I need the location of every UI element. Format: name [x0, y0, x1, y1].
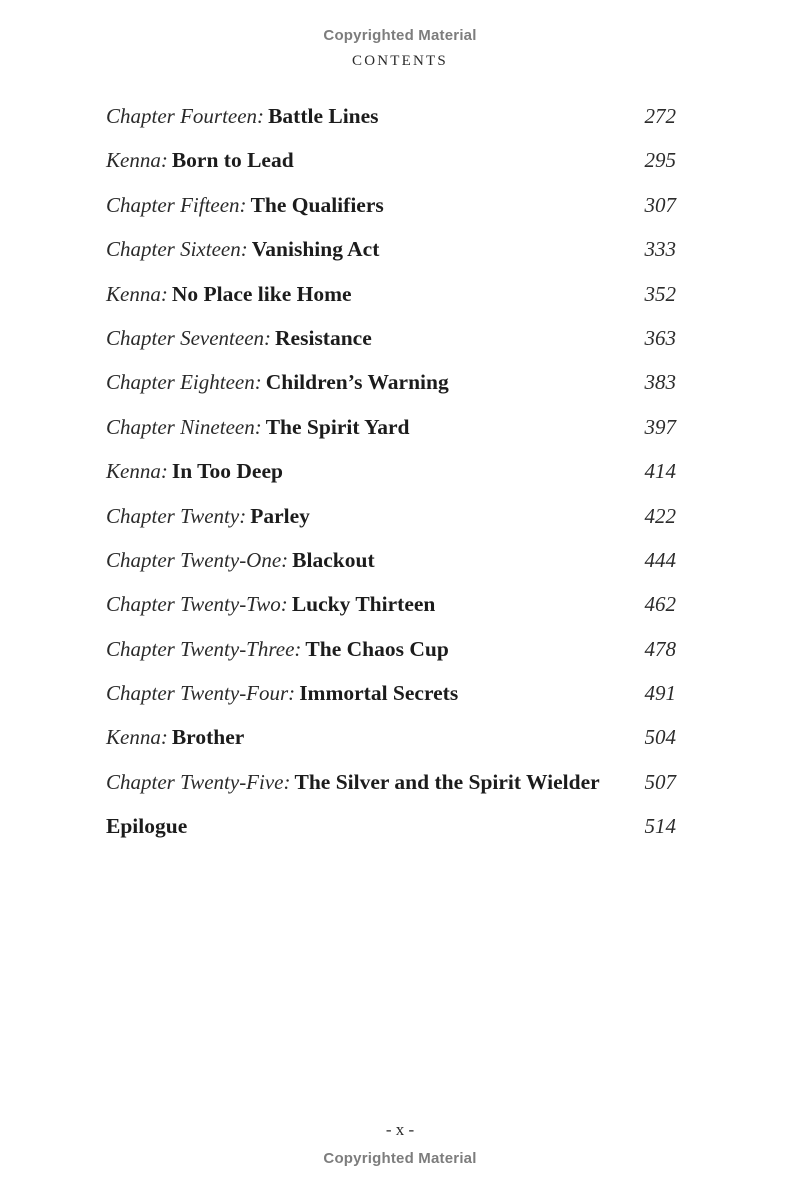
chapter-title: Vanishing Act — [251, 237, 380, 262]
page-number: 444 — [644, 547, 676, 572]
chapter-label: Chapter Twenty: — [106, 503, 247, 528]
toc-entry[interactable] — [106, 588, 676, 632]
chapter-title: In Too Deep — [171, 459, 283, 484]
page-number: 295 — [644, 148, 676, 173]
page-folio: - x - — [385, 1120, 415, 1139]
page-number: 307 — [644, 192, 676, 217]
chapter-title: The Spirit Yard — [265, 414, 410, 439]
chapter-label: Chapter Seventeen: — [106, 325, 272, 350]
chapter-title: Children’s Warning — [265, 370, 449, 395]
page-number: 272 — [644, 104, 676, 128]
toc-entry[interactable] — [106, 677, 676, 721]
chapter-label: Kenna: — [106, 459, 168, 484]
page-number: 414 — [644, 459, 676, 484]
toc-entry[interactable] — [106, 322, 676, 366]
chapter-label: Chapter Fifteen: — [106, 192, 247, 217]
toc-entry[interactable] — [106, 633, 676, 677]
chapter-label: Chapter Sixteen: — [106, 237, 248, 262]
toc-entry[interactable] — [106, 544, 676, 588]
chapter-title: Immortal Secrets — [299, 681, 459, 706]
chapter-label: Chapter Eighteen: — [106, 370, 262, 395]
chapter-label: Chapter Twenty-Three: — [106, 636, 302, 661]
chapter-label: Chapter Twenty-One: — [106, 547, 289, 572]
chapter-title: Blackout — [292, 547, 375, 572]
toc-entry[interactable] — [106, 810, 676, 854]
page-number: 491 — [644, 681, 676, 706]
page-number: 422 — [644, 503, 676, 528]
chapter-label: Chapter Twenty-Two: — [106, 592, 288, 617]
toc-entry[interactable] — [106, 766, 676, 810]
toc-entry[interactable] — [106, 144, 676, 188]
chapter-title: The Qualifiers — [250, 192, 384, 217]
chapter-title: No Place like Home — [171, 281, 352, 306]
page-number: 363 — [644, 325, 676, 350]
toc-entry[interactable] — [106, 233, 676, 277]
copyright-watermark-bottom: Copyrighted Material — [323, 1150, 477, 1167]
page-number: 462 — [644, 592, 676, 617]
toc-entry[interactable] — [106, 100, 676, 144]
page-number: 352 — [644, 281, 676, 306]
chapter-label: Chapter Nineteen: — [106, 414, 262, 439]
chapter-title: Battle Lines — [268, 104, 379, 128]
chapter-label: Kenna: — [106, 725, 168, 750]
chapter-label: Kenna: — [106, 281, 168, 306]
chapter-title: Epilogue — [106, 814, 188, 839]
chapter-label: Chapter Twenty-Four: — [106, 681, 296, 706]
chapter-title: Resistance — [275, 325, 372, 350]
toc-entry[interactable] — [106, 455, 676, 499]
page-number: 478 — [644, 636, 676, 661]
chapter-title: Lucky Thirteen — [291, 592, 436, 617]
toc-entry[interactable] — [106, 411, 676, 455]
chapter-label: Chapter Fourteen: — [106, 104, 265, 128]
page-number: 333 — [644, 237, 676, 262]
toc-entry[interactable] — [106, 500, 676, 544]
chapter-title: Brother — [171, 725, 245, 750]
page-title: CONTENTS — [352, 53, 448, 69]
chapter-label: Kenna: — [106, 148, 168, 173]
chapter-title: The Silver and the Spirit Wielder — [294, 769, 600, 794]
chapter-label: Chapter Twenty-Five: — [106, 769, 291, 794]
page-number: 397 — [644, 414, 676, 439]
chapter-title: Born to Lead — [171, 148, 294, 173]
page-number: 507 — [644, 769, 676, 794]
toc-entry[interactable] — [106, 278, 676, 322]
copyright-watermark-top: Copyrighted Material — [323, 27, 477, 44]
page-number: 383 — [644, 370, 676, 395]
chapter-title: The Chaos Cup — [305, 636, 449, 661]
toc-entry[interactable] — [106, 366, 676, 410]
toc-entry[interactable] — [106, 189, 676, 233]
table-of-contents — [106, 100, 676, 855]
page-number: 514 — [644, 814, 676, 839]
chapter-title: Parley — [250, 503, 310, 528]
toc-entry[interactable] — [106, 721, 676, 765]
page-number: 504 — [644, 725, 676, 750]
